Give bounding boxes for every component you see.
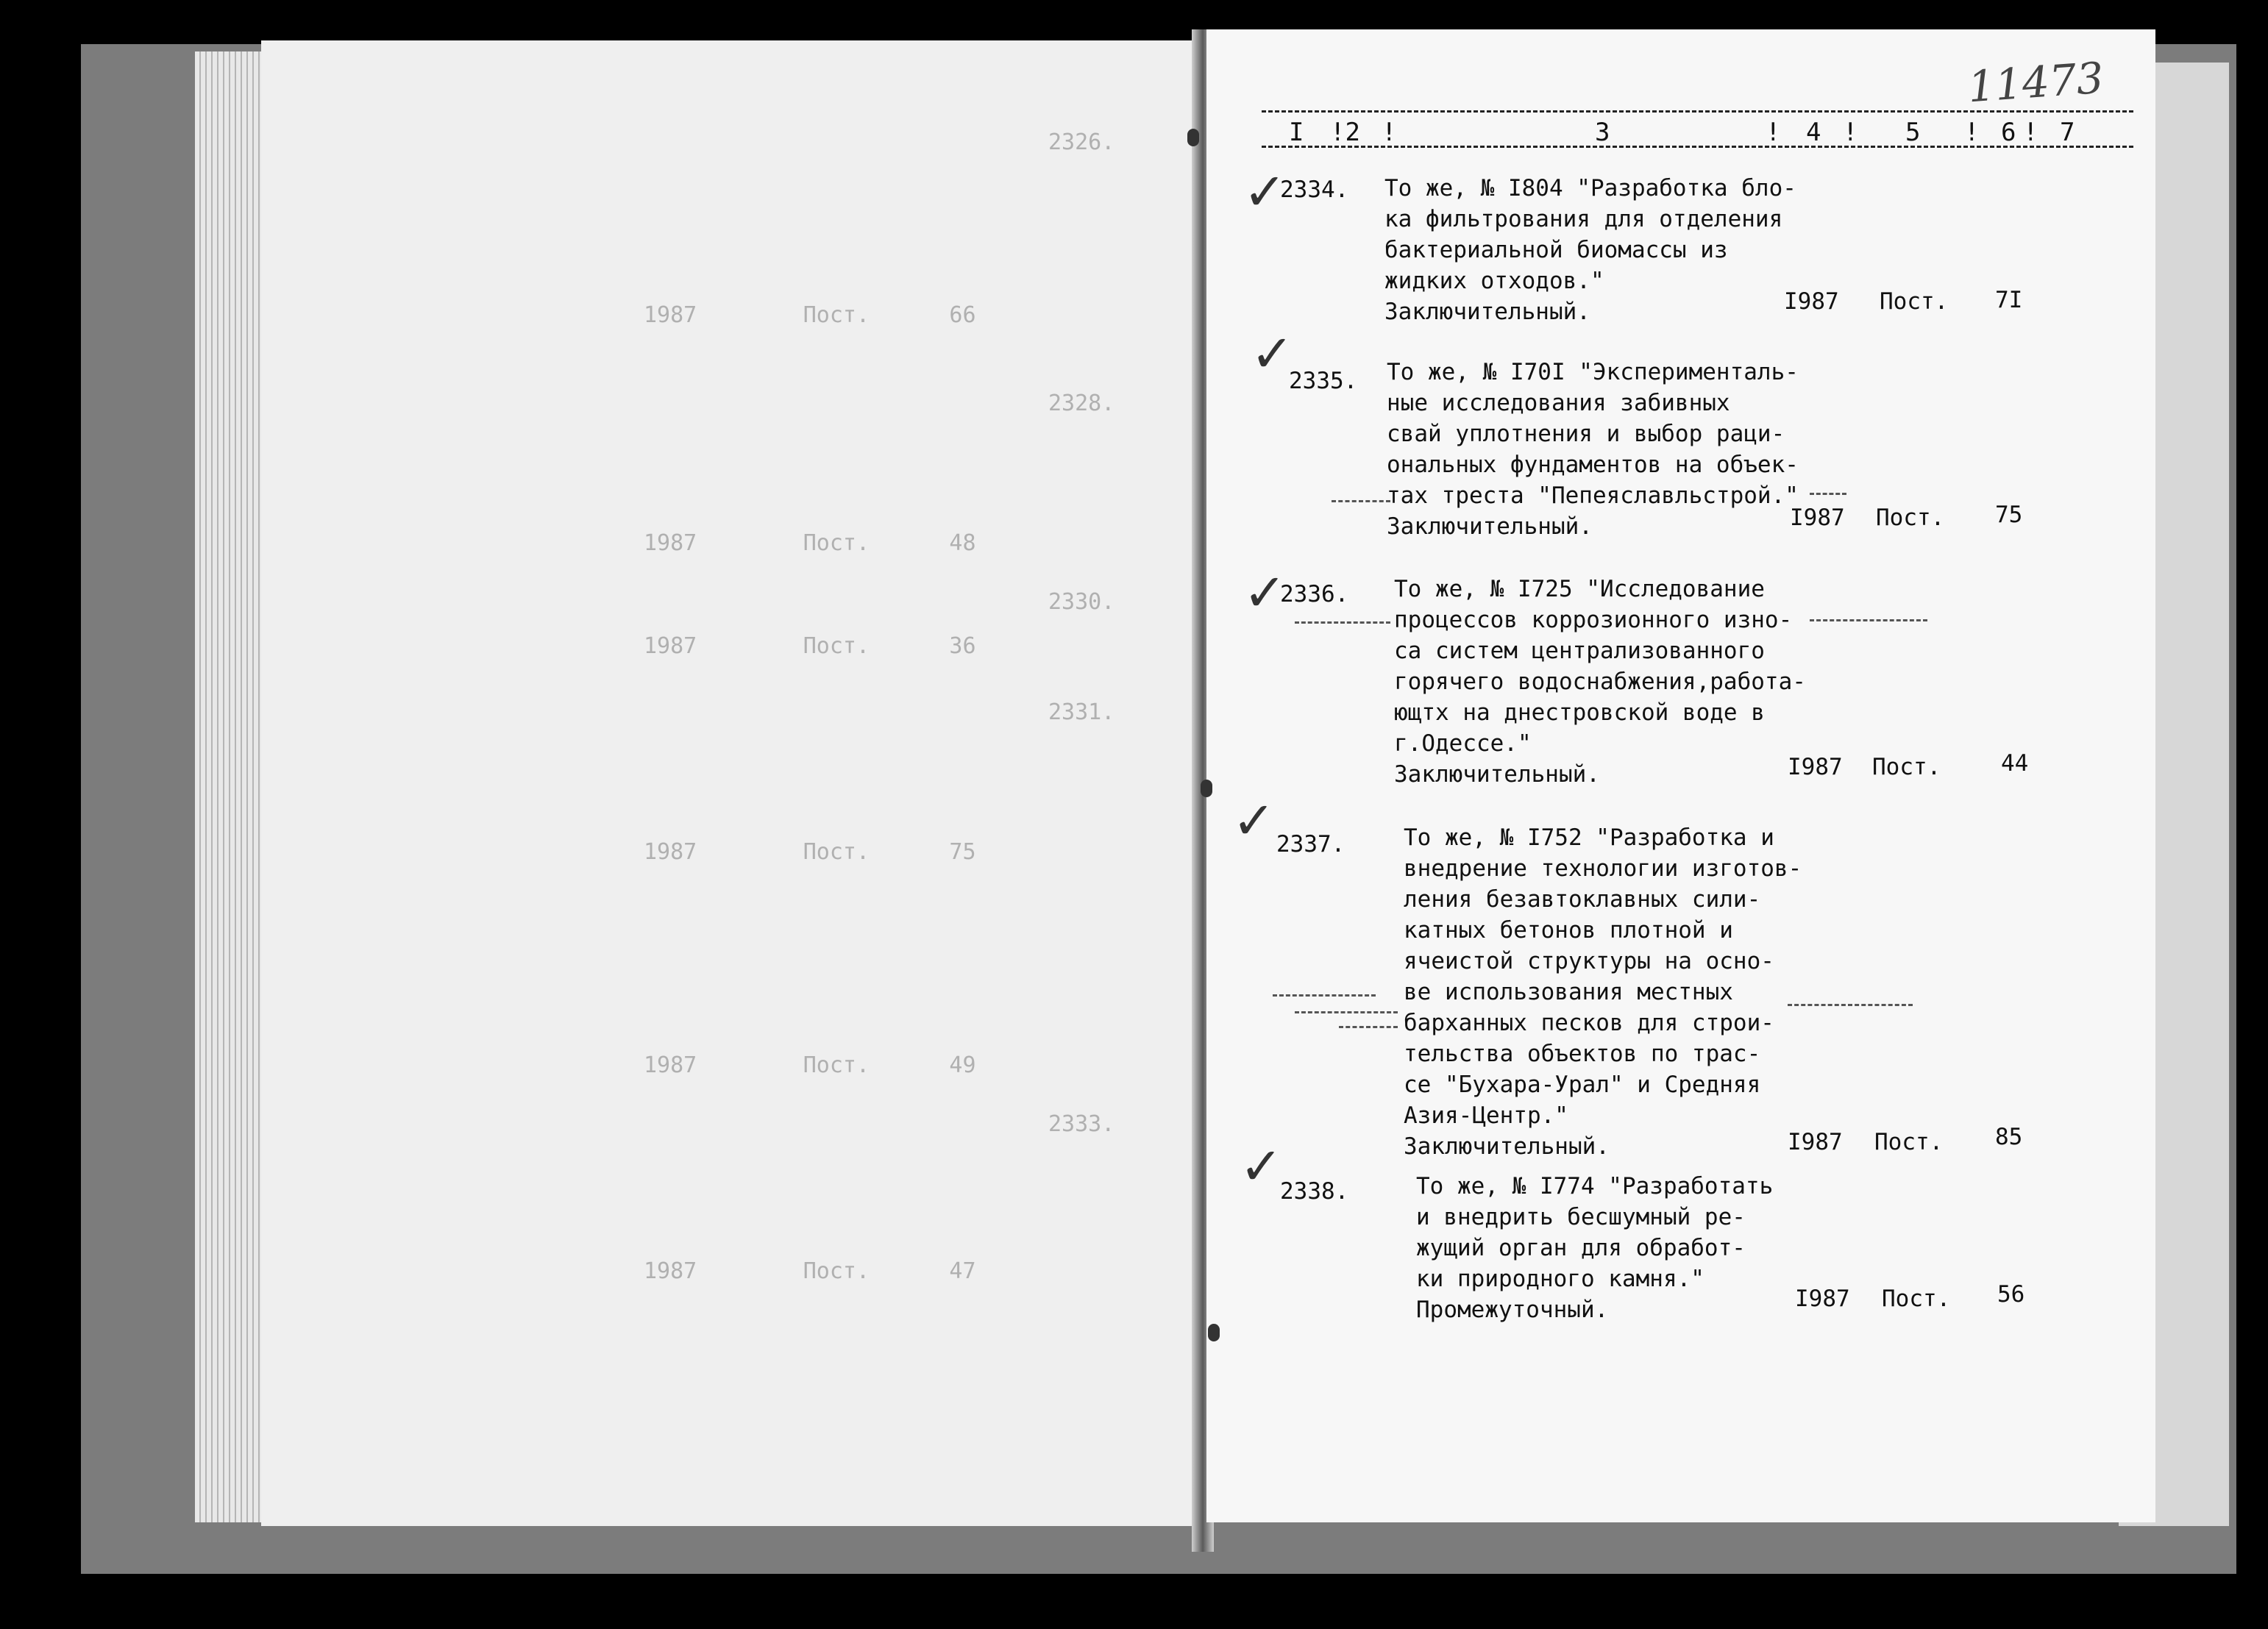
entry-number: 2337. xyxy=(1276,831,1345,858)
checkmark-icon: ✓ xyxy=(1240,1136,1283,1197)
bleed-through-mark xyxy=(1339,1026,1398,1028)
entry-year: I987 xyxy=(1788,1129,1843,1155)
column-header-6: 6 xyxy=(2001,118,2016,147)
column-header-4: 4 xyxy=(1806,118,1821,147)
column-header-3: 3 xyxy=(1595,118,1610,147)
entry-description: То же, № I804 "Разработка бло- ка фильтрования для отделения бактериальной биомассы из жидких отходов." Заключительный. xyxy=(1384,175,1796,325)
left-page: 2326. 1987 Пост. 66 2328. 1987 Пост. 48 2330. 1987 Пост. 36 2331. 1987 Пост. 75 1987 Пост. 49 2333. 1987 Пост. 47 xyxy=(261,40,1206,1526)
entry-page-count: 56 xyxy=(1997,1281,2025,1308)
column-header-5: 5 xyxy=(1905,118,1921,147)
entry-storage-kind: Пост. xyxy=(1876,505,1945,531)
entry-year: I987 xyxy=(1788,754,1843,780)
entry-number: 2335. xyxy=(1289,368,1358,394)
entry-description: То же, № I725 "Исследование процессов коррозионного изно- са систем централизованного горячего водоснабжения,работа- ющтх на днестровской воде в г.Одессе." Заключительный. xyxy=(1394,576,1806,788)
entry-description: То же, № I752 "Разработка и внедрение технологии изготов- ления безавтоклавных сили- катных бетонов плотной и ячеистой структуры на осно- ве использования местных барханных песков для строи- тельства объектов по трас- се "Бухара-Урал" и Средняя Азия-Центр." Заключительный. xyxy=(1404,824,1802,1160)
column-header-sep: ! xyxy=(2023,118,2038,147)
entry-page-count: 75 xyxy=(1995,502,2023,528)
entry-storage-kind: Пост. xyxy=(1874,1129,1944,1155)
entry-description: То же, № I70I "Эксперименталь- ные исследования забивных свай уплотнения и выбор раци- ональных фундаментов на объек- тах треста "Пепеяславльстрой." Заключительный. xyxy=(1387,359,1799,540)
entry-number: 2334. xyxy=(1280,177,1349,203)
header-rule-top xyxy=(1262,110,2133,113)
entry-number: 2338. xyxy=(1280,1178,1349,1205)
bleed-through-mark xyxy=(1788,1004,1913,1006)
bleed-through-mark xyxy=(1810,493,1846,495)
bleed-through-mark xyxy=(1273,994,1376,997)
bleed-through-mark xyxy=(1332,500,1390,502)
bleed-through-mark xyxy=(1295,621,1390,624)
entry-storage-kind: Пост. xyxy=(1872,754,1941,780)
checkmark-icon: ✓ xyxy=(1251,324,1294,384)
entry-storage-kind: Пост. xyxy=(1880,288,1949,315)
binding-clip xyxy=(1208,1324,1220,1341)
entry-number: 2336. xyxy=(1280,581,1349,607)
bleed-through-mark xyxy=(1295,1011,1398,1013)
entry-description: То же, № I774 "Разработать и внедрить бесшумный ре- жущий орган для обработ- ки природного камня." Промежуточный. xyxy=(1416,1173,1774,1323)
checkmark-icon: ✓ xyxy=(1232,791,1276,851)
binding-clip xyxy=(1201,780,1212,797)
entry-page-count: 85 xyxy=(1995,1124,2023,1150)
column-header-sep: ! xyxy=(1964,118,1980,147)
bleed-through-mark xyxy=(1810,619,1927,621)
entry-year: I987 xyxy=(1784,288,1839,315)
column-header-sep: ! xyxy=(1843,118,1858,147)
column-header-1: I xyxy=(1289,118,1304,147)
entry-year: I987 xyxy=(1795,1286,1850,1312)
column-header-sep: ! xyxy=(1766,118,1781,147)
checkmark-icon: ✓ xyxy=(1243,162,1287,222)
entry-page-count: 7I xyxy=(1995,287,2023,313)
binding-clip xyxy=(1187,129,1199,146)
entry-year: I987 xyxy=(1790,505,1845,531)
checkmark-icon: ✓ xyxy=(1243,563,1287,623)
column-header-sep: ! xyxy=(1382,118,1397,147)
entry-storage-kind: Пост. xyxy=(1882,1286,1951,1312)
archive-number: 11473 xyxy=(1966,52,2105,113)
column-header-2: !2 xyxy=(1330,118,1360,147)
entry-page-count: 44 xyxy=(2001,750,2029,777)
column-header-7: 7 xyxy=(2060,118,2075,147)
